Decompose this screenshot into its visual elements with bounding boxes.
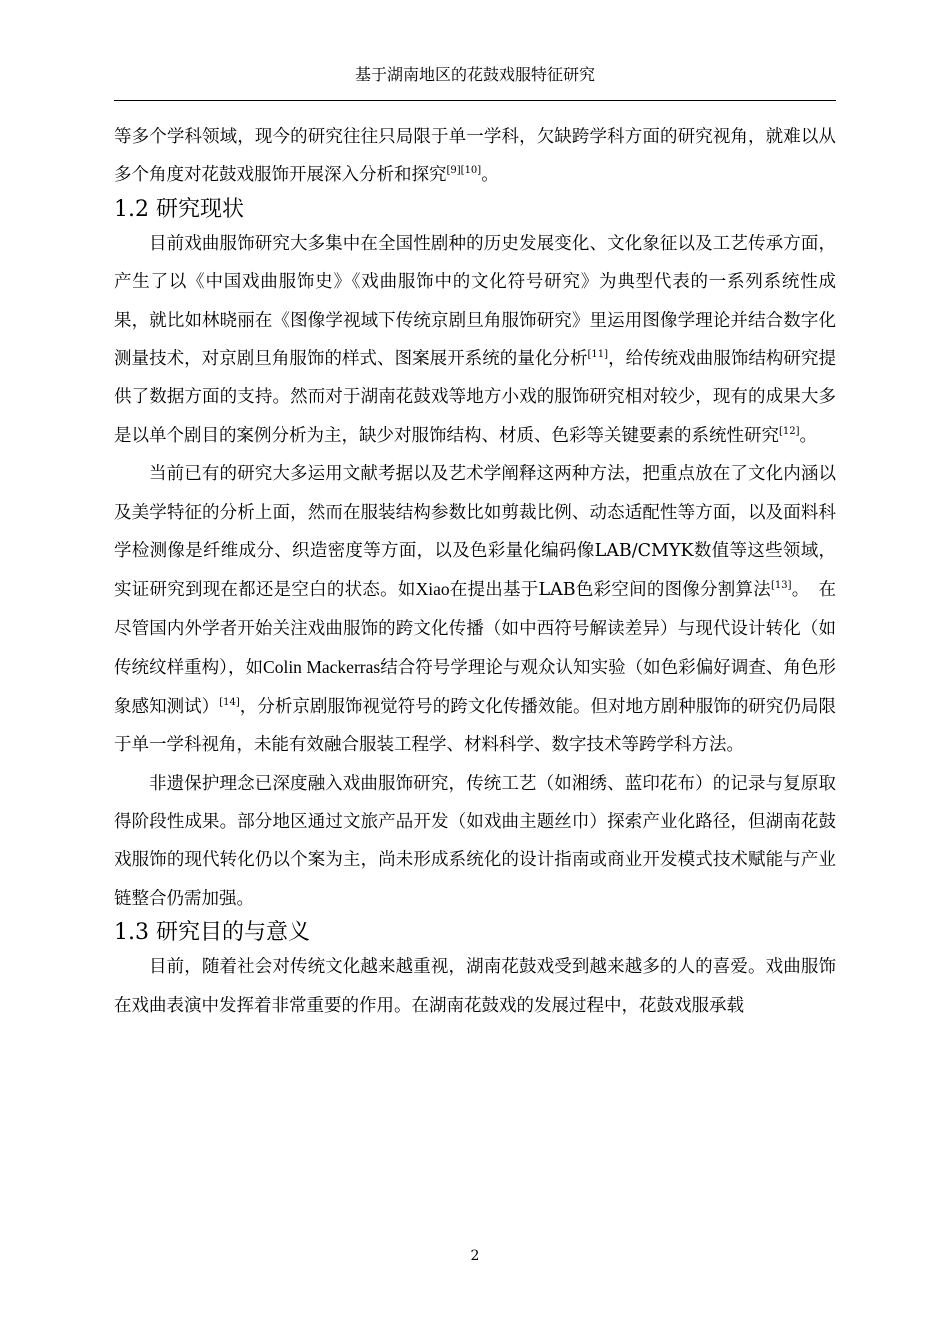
author-name: Xiao [415, 579, 450, 600]
paragraph-text: ，分析京剧服饰视觉符号的跨文化传播效能。但对地方剧种服饰的研究仍局限于单一学科视角，未能有效融合服装工程学、材料科学、数字技术等跨学科方法。 [114, 696, 837, 756]
author-name: Colin Mackerras [263, 657, 381, 678]
paragraph-purpose-1: 目前，随着社会对传统文化越来越重视，湖南花鼓戏受到越来越多的人的喜爱。戏曲服饰在戏曲表演中发挥着非常重要的作用。在湖南花鼓戏的发展过程中，花鼓戏服承载 [114, 957, 836, 1016]
running-header: 基于湖南地区的花鼓戏服特征研究 [354, 65, 595, 84]
paragraph-text: 当前已有的研究大多运用文献考据以及艺术学阐释这两种方法，把重点放在了文化内涵以及美学特征的分析上面，然而在服装结构参数比如剪裁比例、动态适配性等方面，以及面料科学检测像是纤维成分、织造密度等方面，以及色彩量化编码像LAB/CMYK数值等这些领域，实证研究到现在都还是空白的状态。如 [114, 464, 836, 601]
paragraph-research-status-2 [114, 455, 836, 764]
page-body [114, 118, 836, 1025]
paragraph-text: 。 在尽管国内外学者开始关注戏曲服饰的跨文化传播（如中西符号解读差异）与现代设计转化（如传统纹样重构），如 [114, 580, 837, 679]
paragraph-end: 。 [799, 425, 818, 446]
paragraph-text: 等多个学科领域，现今的研究往往只局限于单一学科，欠缺跨学科方面的研究视角，就难以从多个角度对花鼓戏服饰开展深入分析和探究 [114, 127, 836, 186]
paragraph-research-status-1 [114, 225, 836, 455]
paragraph-continued [114, 118, 836, 195]
paragraph-end: 。 [481, 165, 499, 186]
citation[interactable]: [14] [219, 696, 240, 708]
paragraph-text: ，给传统戏曲服饰结构研究提供了数据方面的支持。然而对于湖南花鼓戏等地方小戏的服饰研究相对较少，现有的成果大多是以单个剧目的案例分析为主，缺少对服饰结构、材质、色彩等关键要素的系统性研究 [114, 349, 837, 446]
page-number: 2 [470, 1248, 480, 1264]
paragraph-text: 目前戏曲服饰研究大多集中在全国性剧种的历史发展变化、文化象征以及工艺传承方面，产生了以《中国戏曲服饰史》《戏曲服饰中的文化符号研究》为典型代表的一系列系统性成果，就比如林晓丽在《图像学视域下传统京剧旦角服饰研究》里运用图像学理论并结合数字化测量技术，对京剧旦角服饰的样式、图案展开系统的量化分析 [114, 233, 836, 370]
section-heading-1-2: 1.2 研究现状 [114, 196, 244, 222]
citation[interactable]: [9][10] [446, 165, 482, 177]
paragraph-text: 结合符号学理论与观众认知实验（如色彩偏好调查、角色形象感知测试） [114, 658, 836, 717]
header-rule [114, 100, 836, 101]
citation[interactable]: [12] [779, 426, 800, 438]
paragraph-research-status-3: 非遗保护理念已深度融入戏曲服饰研究，传统工艺（如湘绣、蓝印花布）的记录与复原取得阶段性成果。部分地区通过文旅产品开发（如戏曲主题丝巾）探索产业化路径，但湖南花鼓戏服饰的现代转化仍以个案为主，尚未形成系统化的设计指南或商业开发模式技术赋能与产业链整合仍需加强。 [114, 773, 836, 909]
paragraph-text: 在提出基于LAB色彩空间的图像分割算法 [449, 580, 772, 601]
citation[interactable]: [11] [587, 349, 609, 361]
section-heading-1-3: 1.3 研究目的与意义 [114, 920, 310, 946]
citation[interactable]: [13] [771, 580, 792, 592]
